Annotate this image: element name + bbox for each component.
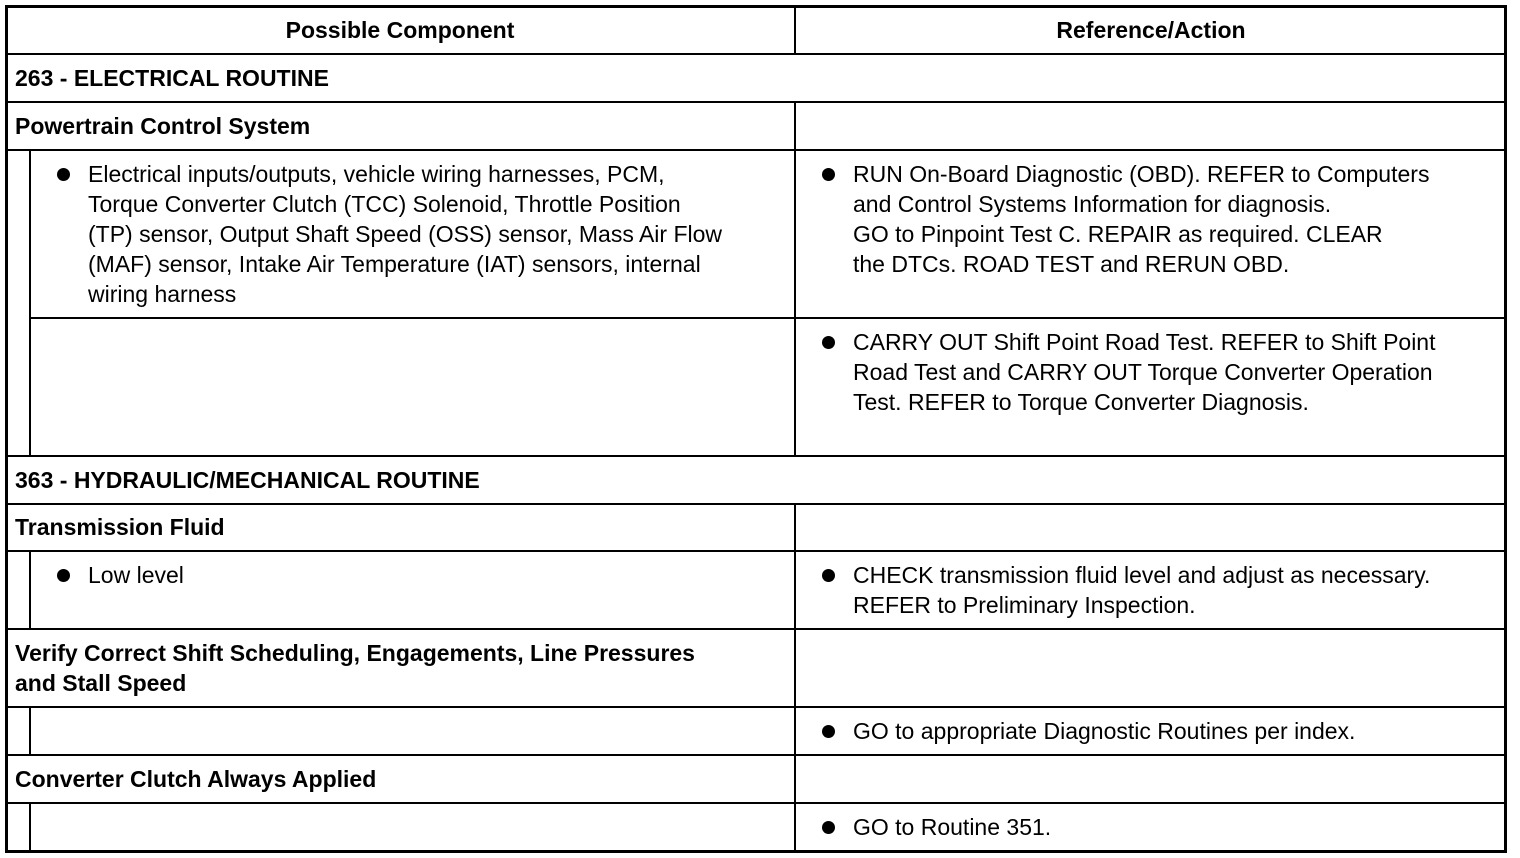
text-line: GO to Pinpoint Test C. REPAIR as required. CLEAR [853,221,1383,247]
indent-divider [29,149,31,456]
row-divider [6,503,1506,505]
text-line: Road Test and CARRY OUT Torque Converter Operation [853,359,1433,385]
text-line: (TP) sensor, Output Shaft Speed (OSS) sensor, Mass Air Flow [88,221,723,247]
text-line: RUN On-Board Diagnostic (OBD). REFER to Computers [853,161,1430,187]
component-low-level: Low level [88,562,184,588]
bullet-icon [57,569,70,582]
text-line: Test. REFER to Torque Converter Diagnosis. [853,389,1309,415]
text-line: (MAF) sensor, Intake Air Temperature (IAT) sensors, internal [88,251,701,277]
text-line: and Stall Speed [15,670,187,696]
text-line: the DTCs. ROAD TEST and RERUN OBD. [853,251,1290,277]
text-line: and Control Systems Information for diagnosis. [853,191,1332,217]
bullet-icon [822,725,835,738]
row-divider [6,802,1506,804]
row-divider [6,53,1506,55]
text-line: CHECK transmission fluid level and adjust as necessary. [853,562,1431,588]
bullet-icon [822,336,835,349]
text-line: Torque Converter Clutch (TCC) Solenoid, Throttle Position [88,191,681,217]
header-reference-action: Reference/Action [1056,17,1246,43]
action-diagnostic-routines: GO to appropriate Diagnostic Routines per index. [853,718,1356,744]
row-divider [6,101,1506,103]
bullet-icon [822,168,835,181]
bullet-icon [57,168,70,181]
bullet-icon [822,569,835,582]
group-converter-clutch: Converter Clutch Always Applied [15,766,377,792]
text-line: Electrical inputs/outputs, vehicle wiring harnesses, PCM, [88,161,665,187]
section-title-electrical: 263 - ELECTRICAL ROUTINE [15,65,329,91]
column-divider [794,503,796,851]
indent-divider [29,802,31,851]
row-divider [6,149,1506,151]
section-title-hydraulic: 363 - HYDRAULIC/MECHANICAL ROUTINE [15,467,480,493]
text-line: REFER to Preliminary Inspection. [853,592,1196,618]
indent-divider [29,550,31,629]
action-routine-351: GO to Routine 351. [853,814,1052,840]
row-divider [6,628,1506,630]
header-possible-component: Possible Component [285,17,515,43]
text-line: CARRY OUT Shift Point Road Test. REFER to Shift Point [853,329,1436,355]
row-divider [6,455,1506,457]
column-divider [794,101,796,456]
text-line: Verify Correct Shift Scheduling, Engagements, Line Pressures [15,640,695,666]
row-divider [6,550,1506,552]
row-divider [6,754,1506,756]
indent-divider [29,706,31,755]
bullet-icon [822,821,835,834]
group-powertrain-control: Powertrain Control System [15,113,311,139]
group-transmission-fluid: Transmission Fluid [15,514,225,540]
text-line: wiring harness [88,281,237,307]
row-divider [30,317,1506,319]
row-divider [6,706,1506,708]
